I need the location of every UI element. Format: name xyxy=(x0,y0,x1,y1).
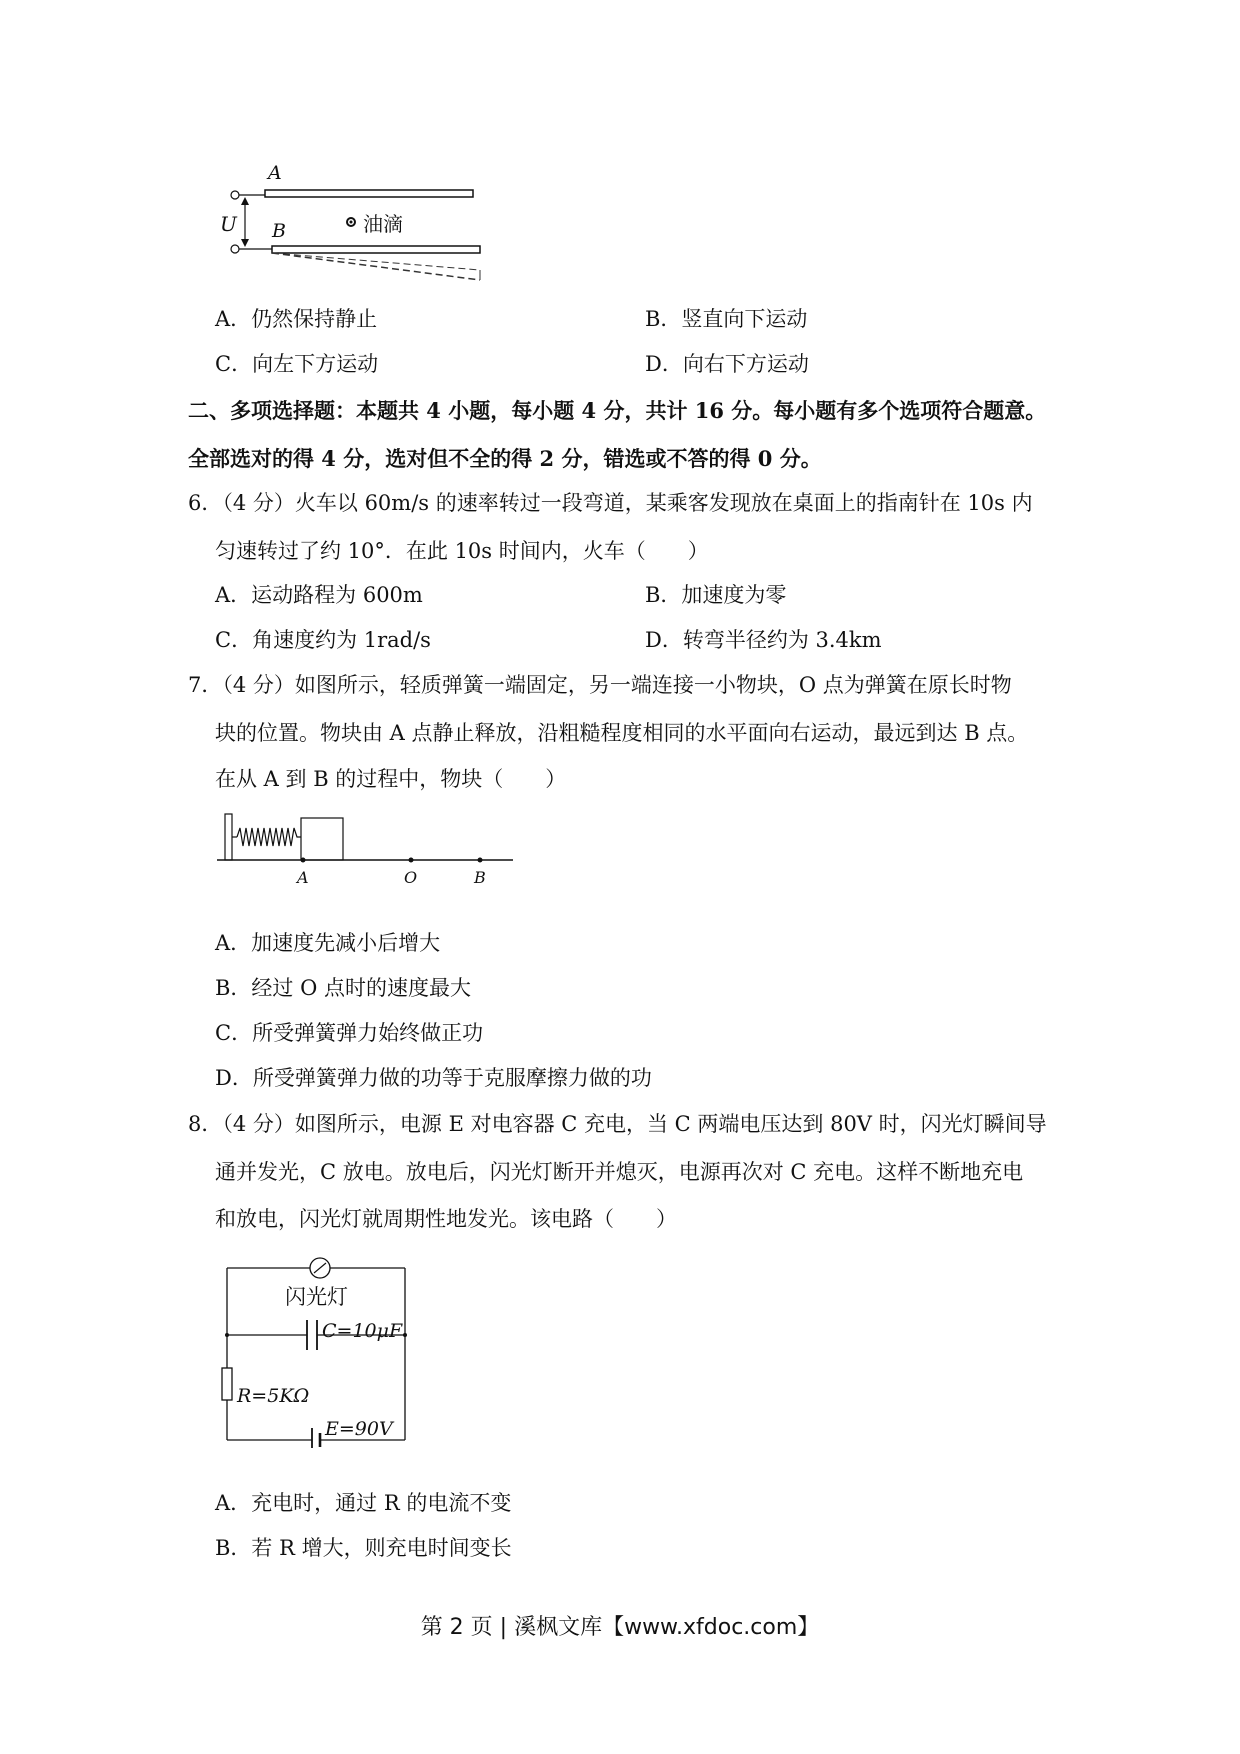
q8-option-a: A．充电时，通过 R 的电流不变 xyxy=(215,1491,512,1515)
flash-lamp-label: 闪光灯 xyxy=(285,1285,348,1309)
resistor-symbol xyxy=(222,1368,232,1400)
q7-option-a: A．加速度先减小后增大 xyxy=(215,931,441,955)
spring-block-figure xyxy=(215,808,515,868)
q5-option-c: C．向左下方运动 xyxy=(215,352,379,376)
point-a-label: A xyxy=(297,868,309,887)
voltage-label: U xyxy=(220,212,237,236)
q6-option-c: C．角速度约为 1rad/s xyxy=(215,628,431,652)
q5-option-a: A．仍然保持静止 xyxy=(215,307,378,331)
capacitor-label: C=10μF xyxy=(322,1320,403,1342)
resistor-label: R=5KΩ xyxy=(237,1385,310,1407)
section2-heading-line2: 全部选对的得 4 分，选对但不全的得 2 分，错选或不答的得 0 分。 xyxy=(188,446,822,471)
plate-b-label: B xyxy=(272,220,286,242)
point-o-label: O xyxy=(404,868,418,887)
q7-stem-line3: 在从 A 到 B 的过程中，物块（ ） xyxy=(215,767,567,791)
parallel-plate-figure xyxy=(215,160,485,285)
q5-option-b: B．竖直向下运动 xyxy=(645,307,808,331)
q8-stem-line1: 8．（4 分）如图所示，电源 E 对电容器 C 充电，当 C 两端电压达到 80V 时，闪光灯瞬间导 xyxy=(188,1112,1047,1136)
q8-stem-line3: 和放电，闪光灯就周期性地发光。该电路（ ） xyxy=(215,1207,677,1231)
point-b-label: B xyxy=(474,868,486,887)
tilted-plate-dashed xyxy=(272,253,480,280)
q7-option-c: C．所受弹簧弹力始终做正功 xyxy=(215,1021,484,1045)
q6-option-d: D．转弯半径约为 3.4km xyxy=(645,628,882,652)
point-a xyxy=(301,858,306,863)
point-b xyxy=(478,858,483,863)
section2-heading-line1: 二、多项选择题：本题共 4 小题，每小题 4 分，共计 16 分。每小题有多个选项符合题意。 xyxy=(188,398,1047,423)
q5-option-d: D．向右下方运动 xyxy=(645,352,809,376)
plate-a-label: A xyxy=(268,162,282,184)
spring xyxy=(237,828,301,846)
q7-option-b: B．经过 O 点时的速度最大 xyxy=(215,976,471,1000)
q6-option-a: A．运动路程为 600m xyxy=(215,583,423,607)
q6-stem-line1: 6．（4 分）火车以 60m/s 的速率转过一段弯道，某乘客发现放在桌面上的指南针在 10s 内 xyxy=(188,491,1033,515)
block xyxy=(301,818,343,860)
plate-a xyxy=(265,190,473,197)
oil-drop-label: 油滴 xyxy=(363,212,403,236)
q7-stem-line2: 块的位置。物块由 A 点静止释放，沿粗糙程度相同的水平面向右运动，最远到达 B 点。 xyxy=(215,721,1029,745)
page-footer: 第 2 页 | 溪枫文库【www.xfdoc.com】 xyxy=(420,1615,820,1640)
terminal-top xyxy=(231,191,239,199)
q6-stem-line2: 匀速转过了约 10°．在此 10s 时间内，火车（ ） xyxy=(215,539,709,563)
wall xyxy=(225,814,232,860)
plate-b xyxy=(272,246,480,253)
q6-option-b: B．加速度为零 xyxy=(645,583,787,607)
q7-option-d: D．所受弹簧弹力做的功等于克服摩擦力做的功 xyxy=(215,1066,652,1090)
q8-option-b: B．若 R 增大，则充电时间变长 xyxy=(215,1536,512,1560)
point-o xyxy=(409,858,414,863)
source-label: E=90V xyxy=(325,1418,393,1440)
q7-stem-line1: 7．（4 分）如图所示，轻质弹簧一端固定，另一端连接一小物块，O 点为弹簧在原长时物 xyxy=(188,673,1012,697)
terminal-bottom xyxy=(231,245,239,253)
q8-stem-line2: 通并发光，C 放电。放电后，闪光灯断开并熄灭，电源再次对 C 充电。这样不断地充电 xyxy=(215,1160,1024,1184)
